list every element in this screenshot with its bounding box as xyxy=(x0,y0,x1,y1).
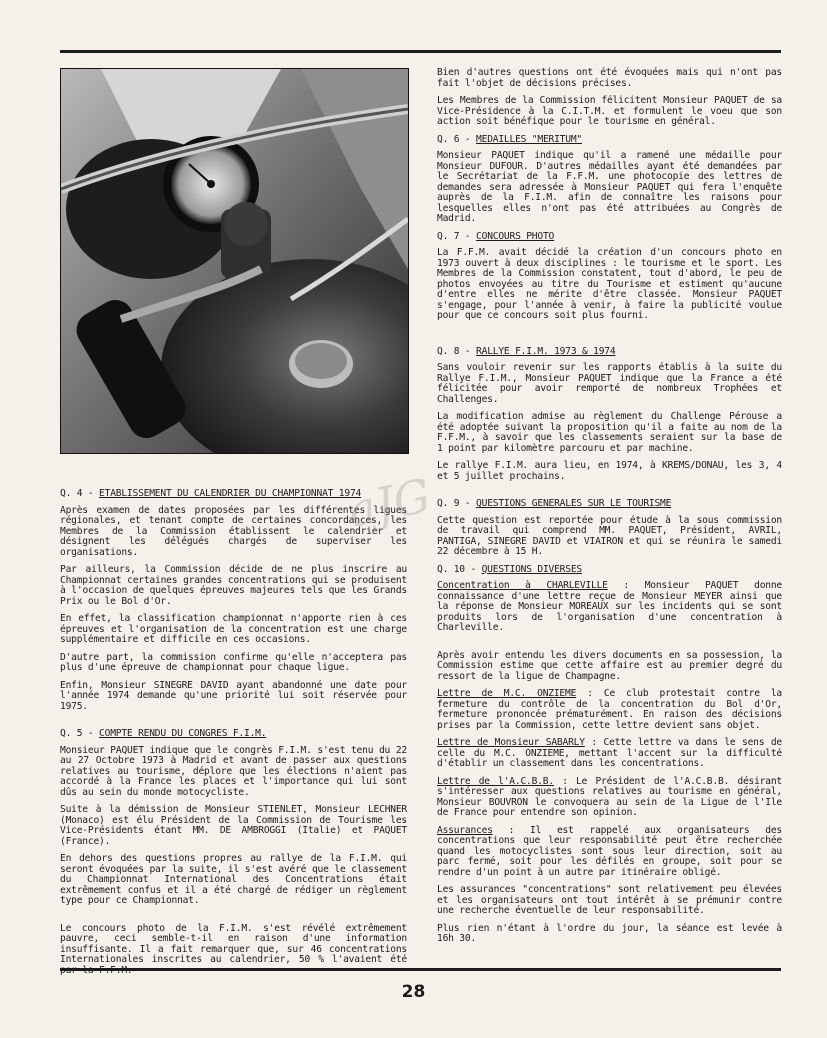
paragraph: Après examen de dates proposées par les différentes ligues régionales, et tenant compte de certaines concordances, les Membres de la Commission établissent le calendrier et désignent les délégués chargés de superviser les organisations. xyxy=(60,504,407,558)
paragraph-assurances xyxy=(437,826,782,879)
heading-title: QUESTIONS DIVERSES xyxy=(481,563,582,575)
body-text: : Le Président de l'A.C.B.B. désirant s'intéresser aux questions relatives au tourisme en général, Monsieur BOUVRON le convoquera au sein de la Ligue de l'Ile de France pour entendre son opinion. xyxy=(437,775,782,818)
page-number: 28 xyxy=(401,982,426,1002)
motorcycle-photo xyxy=(60,68,409,454)
heading-number: Q. 4 - xyxy=(60,488,100,499)
paragraph: Le concours photo de la F.I.M. s'est révélé extrêmement pauvre, ceci semble-t-il en raison d'une information insuffisante. Il a fait remarquer que, sur 46 concentrations Internationales inscrites au calendrier, 50 % l'avaient été xyxy=(60,922,407,965)
section-heading-q7 xyxy=(437,232,782,243)
body-text: : Monsieur PAQUET donne connaissance d'une lettre reçue de Monsieur MEYER ainsi que la réponse de Monsieur MOREAUX sur les incidents qui se sont produits lors de l'organisation d'une concentration à Charleville. xyxy=(437,580,782,633)
paragraph-sabarly xyxy=(437,738,782,770)
heading-title: RALLYE F.I.M. 1973 & 1974 xyxy=(476,345,616,357)
paragraph: La modification admise au règlement du Challenge Pérouse a été adoptée suivant la proposition qu'il a faite au nom de la F.F.M., à savoir que les classements seraient sur la base de 1 point par kilomètre parcouru et par machine. xyxy=(437,411,782,454)
paragraph: En dehors des questions propres au rallye de la F.I.M. qui seront évoquées par la suite, il s'est avéré que le classement du Championnat International des Concentrations était extrêmement confus et il a été chargé de rédiger un règlement type pour ce Championnat. xyxy=(60,853,407,906)
body-text: : Ce club protestait contre la fermeture du contrôle de la concentration du Bol d'Or, fermeture prononcée prématurément. En raison des décisions prises par la Commission, cette lettre devient sans objet. xyxy=(437,688,783,731)
section-heading-q10 xyxy=(437,565,782,576)
paragraph: Suite à la démission de Monsieur STIENLET, Monsieur LECHNER (Monaco) est élu Président de la Commission de Tourisme les Vice-Présidents étant MM. DE AMBROGGI (Italie) et PAQUET (France). xyxy=(60,804,407,847)
paragraph-charleville xyxy=(437,581,782,634)
heading-title: ETABLISSEMENT DU CALENDRIER DU CHAMPIONNAT 1974 xyxy=(99,488,362,499)
heading-number: Q. 5 - xyxy=(60,728,100,739)
heading-title: CONCOURS PHOTO xyxy=(476,230,555,242)
section-heading-q6 xyxy=(437,135,782,146)
heading-number: Q. 6 - xyxy=(437,133,477,145)
lead-text: Lettre de M.C. ONZIEME xyxy=(437,688,577,699)
paragraph: Par ailleurs, la Commission décide de ne plus inscrire au Championnat certaines grandes concentrations qui se produisent à l'occasion de quelques épreuves majeures tels que les Grands Prix ou le Bol d'Or. xyxy=(60,564,407,607)
heading-number: Q. 7 - xyxy=(437,230,477,242)
section-heading-q9 xyxy=(437,499,782,510)
paragraph: Les assurances "concentrations" sont relativement peu élevées et les organisateurs ont tout intérêt à se prémunir contre une recherche éventuelle de leur responsabilité. xyxy=(437,884,782,916)
paragraph-acbb xyxy=(437,777,782,819)
right-column xyxy=(437,68,782,952)
paragraph: Enfin, Monsieur SINEGRE DAVID ayant abandonné une date pour l'année 1974 demande qu'une priorité lui soit réservée pour 1975. xyxy=(60,679,407,712)
watermark-stamp: aJG xyxy=(343,467,436,538)
body-text: : Cette lettre va dans le sens de celle du M.C. ONZIEME, mettant l'accent sur la difficulté d'établir un classement dans les concentrations. xyxy=(437,737,782,769)
heading-title: QUESTIONS GENERALES SUR LE TOURISME xyxy=(476,498,672,509)
paragraph: Le rallye F.I.M. aura lieu, en 1974, à KREMS/DONAU, les 3, 4 et 5 juillet prochains. xyxy=(437,460,782,482)
lead-text: Lettre de l'A.C.B.B. xyxy=(437,775,554,787)
paragraph-closing: Plus rien n'étant à l'ordre du jour, la séance est levée à 16h 30. xyxy=(437,922,782,944)
heading-number: Q. 9 - xyxy=(437,498,477,509)
paragraph-onzieme xyxy=(437,689,782,731)
paragraph: Les Membres de la Commission félicitent Monsieur PAQUET de sa Vice-Présidence à la C.I.T.M. et formulent le voeu que son action soit bénéfique pour le tourisme en général. xyxy=(437,95,782,127)
heading-number: Q. 10 - xyxy=(437,563,482,575)
heading-title: MEDAILLES "MERITUM" xyxy=(476,133,582,145)
lead-text: Lettre de Monsieur SABARLY xyxy=(437,737,585,748)
paragraph: En effet, la classification championnat n'apporte rien à ces épreuves et l'organisation de la concentration est une charge supplémentaire et difficile en ces occasions. xyxy=(60,613,407,645)
left-column xyxy=(60,489,407,983)
paragraph: Bien d'autres questions ont été évoquées mais qui n'ont pas fait l'objet de décisions précises. xyxy=(437,67,782,89)
lead-text: Assurances xyxy=(437,824,493,836)
bottom-rule xyxy=(60,968,781,971)
paragraph: Après avoir entendu les divers documents en sa possession, la Commission estime que cette affaire est au premier degré du ressort de la ligue de Champagne. xyxy=(437,649,782,682)
paragraph: Cette question est reportée pour étude à la sous commission de travail qui comprend MM. PAQUET, Président, AVRIL, PANTIGA, SINEGRE DAVID et VIAIRON et qui se réunira le samedi 22 décembre à 15 H. xyxy=(437,514,782,557)
paragraph: Sans vouloir revenir sur les rapports établis à la suite du Rallye F.I.M., Monsieur PAQUET indique que la France a été félicitée pour avoir remporté de nombreux Trophées et Challenges. xyxy=(437,362,782,405)
paragraph: D'autre part, la commission confirme qu'elle n'acceptera pas plus d'une épreuve de championnat pour chaque ligue. xyxy=(60,651,407,673)
section-heading-q8 xyxy=(437,347,782,358)
paragraph: Monsieur PAQUET indique que le congrès F.I.M. s'est tenu du 22 au 27 Octobre 1973 à Madrid et avant de passer aux questions relatives au tourisme, déplore que les élections n'aient pas accordé à la France les places et l'importance qui lui sont dûs au sein du monde motocycliste. xyxy=(60,744,407,798)
top-rule xyxy=(60,50,781,53)
section-heading-q5 xyxy=(60,729,407,740)
motorcycle-photo-drawing xyxy=(61,69,408,453)
heading-number: Q. 8 - xyxy=(437,345,477,357)
heading-title: COMPTE RENDU DU CONGRES F.I.M. xyxy=(99,728,267,739)
paragraph: La F.F.M. avait décidé la création d'un concours photo en 1973 ouvert à deux disciplines : le tourisme et le sport. Les Membres de la Commission constatent, tout d'abord, le peu de photos envoyées au titre du Tourisme et estiment qu'aucune d'entre elles ne mérite d'être classée. Monsieur PAQUET s'engage, pour l'année à venir, à faire la publicité voulue pour que ce concours soit plus fourni. xyxy=(437,247,782,321)
paragraph: Monsieur PAQUET indique qu'il a ramené une médaille pour Monsieur DUFOUR. D'autres médailles ayant été demandées par le Secrétariat de la F.F.M. une photocopie des lettres de demandes sera adressée à Monsieur PAQUET qui fera l'enquête auprès de la F.I.M. afin de connaître les raisons pour lesquelles elles n'ont pas été attribuées au Congrès de Madrid. xyxy=(437,150,782,224)
body-text: : Il est rappelé aux organisateurs des concentrations que leur responsabilité peut être recherchée quand les motocyclistes sont sous leur direction, soit au parc fermé, soit pour les défilés en groupe, soit pour se rendre d'un point à un autre par itinéraire obligé. xyxy=(437,824,782,878)
lead-text: Concentration à CHARLEVILLE xyxy=(437,580,608,591)
